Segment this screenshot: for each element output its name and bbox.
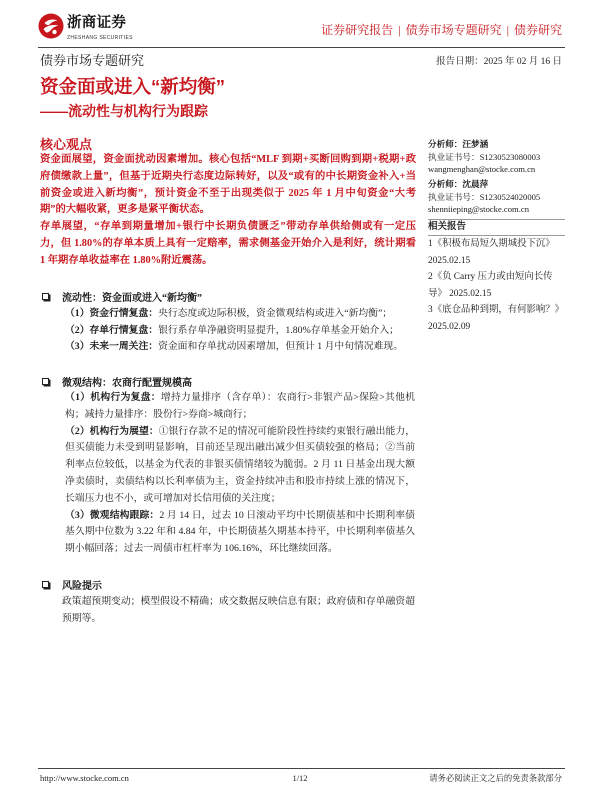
core-view-paragraphs [40,152,416,270]
liquidity-list [65,306,415,356]
logo-name-cn: 浙商证券 [67,15,127,31]
section-heading-liquidity [40,288,202,304]
item-text: 增持力量排序（含存单）：农商行>非银产品>保险>其他机构；减持力量排序：股份行>券商>城商行； [65,392,415,420]
footer-divider [38,768,565,769]
item-label: （2）机构行为展望： [65,425,159,437]
report-title[interactable]: 《负 Carry 压力或由短向长传导》 [428,272,553,299]
item-text: 资金面和存单扰动因素增加，但预计 1 月中旬情况难现。 [158,341,403,352]
report-date: 2025.02.15 [449,288,492,299]
footer-disclaimer: 请务必阅读正文之后的免责条款部分 [429,774,562,783]
section-title: 微观结构：农商行配置规模高 [62,377,192,389]
cert-number: S1230524020005 [479,191,541,202]
report-number: 2 [428,272,433,283]
report-date-label: 报告日期： [436,57,484,67]
analyst-name: 沈晨萍 [462,179,489,189]
analyst-email[interactable]: wangmenghan@stocke.com.cn [428,164,536,174]
related-reports-heading: 相关报告 [428,222,467,232]
item-text: 2 月 14 日，过去 10 日滚动平均中长期债基和中长期利率债基久期中位数为 3.22 年和 4.84 年，中长期债基久期基本持平，中长期利率债基久期小幅回落；过去一周债市杠杆率为 106.16%，环比继续回落。 [65,509,415,555]
analyst-email[interactable]: shenniieping@stocke.com.cn [428,204,529,214]
page-subtitle: ——流动性与机构行为跟踪 [40,103,208,119]
checkbox-bullet-icon [42,293,49,300]
report-series: 债券市场专题研究 [40,53,145,68]
item-label: （1）资金行情复盘： [65,308,159,319]
analyst-name-line [428,138,565,151]
cert-number: S1230523080003 [479,151,541,162]
list-item [65,508,415,558]
report-number: 3 [428,305,433,316]
related-report-item[interactable] [428,236,565,269]
checkbox-bullet-icon [42,581,49,588]
analyst-card [428,178,565,216]
footer-website-link[interactable]: http://www.stocke.com.cn [40,773,129,783]
header-divider [38,47,565,48]
sidebar-divider [428,219,565,220]
risk-warning-text: 政策超预期变动；模型假设不精确；成交数据反映信息有限；政府债和存单融资超预期等。 [62,596,415,624]
report-category-breadcrumb [321,23,562,37]
list-item [65,323,415,340]
cert-label: 执业证书号： [428,191,480,202]
analyst-name-line [428,178,565,191]
category-separator: | [398,23,401,37]
core-view-paragraph: 资金面展望，资金面扰动因素增加。核心包括“MLF 到期+买断回购到期+税期+政府债缴款上量”，但基于近期央行态度边际转好，以及“或有的中长期资金补入+当前资金或进入新均衡”，预计资金不至于出现类似于 2025 年 1 月中旬资金“大考期”的大幅收紧，更多是紧平衡状态。 [40,154,416,216]
section-title: 风险提示 [62,580,102,592]
report-date: 2025.02.09 [428,321,471,332]
analyst-role: 分析师： [428,139,463,149]
logo-name-en: ZHESHANG SECURITIES [67,35,133,41]
analyst-name: 汪梦涵 [462,139,489,149]
section-heading-micro-structure [40,373,192,389]
category-item: 证券研究报告 [321,23,394,37]
item-label: （3）微观结构跟踪： [65,509,160,521]
item-text: 央行态度或边际积极，资金微观结构或进入“新均衡”； [158,308,393,319]
core-view-heading: 核心观点 [40,137,93,152]
related-report-item[interactable] [428,269,565,302]
checkbox-bullet-icon [42,378,49,385]
item-label: （1）机构行为复盘： [65,392,161,403]
list-item [65,306,415,323]
related-report-item[interactable] [428,302,565,335]
analyst-role: 分析师： [428,179,463,189]
list-item [65,424,415,508]
page-title: 资金面或进入“新均衡” [40,76,226,97]
category-item: 债券研究 [513,23,562,37]
section-title: 流动性：资金面或进入“新均衡” [62,292,202,304]
zheshang-logo-icon [38,13,64,39]
analyst-cert-line [428,191,565,204]
analyst-card [428,138,565,176]
item-text: ①银行存款不足的情况可能阶段性持续约束银行融出能力，但买债能力未受到明显影响，目前还呈现出融出减少但买债较强的格局；②当前利率点位较低，以基金为代表的非银买债情绪较为脆弱。2 月 11 日基金出现大额净卖债时，卖债结构以长利率债为主，资金持续冲击和股市持续上涨的情况下，长端压力也不小，或可增加对长信用债的关注度； [65,425,415,504]
report-date-value: 2025 年 02 月 16 日 [483,57,562,67]
report-title[interactable]: 《底仓品种到期，有何影响？》 [432,305,564,316]
micro-structure-list [65,390,415,558]
page-number: 1/12 [292,773,308,783]
cert-label: 执业证书号： [428,151,480,162]
item-label: （3）未来一周关注： [65,341,159,352]
category-item: 债券市场专题研究 [405,23,502,37]
core-view-paragraph: 存单展望，“存单到期量增加+银行中长期负债匮乏”带动存单供给侧或有一定压力，但 1.80%的存单本质上具有一定赔率，需求侧基金开始介入是利好，统计期看 1 年期存单收益率在 1.80%附近震荡。 [40,221,416,266]
list-item [65,390,415,424]
report-date [436,56,562,68]
report-title[interactable]: 《积极布局短久期城投下沉》 [432,239,555,249]
section-heading-risk [40,576,102,592]
report-date: 2025.02.15 [428,255,471,266]
list-item [65,339,415,356]
item-label: （2）存单行情复盘： [65,324,159,336]
report-number: 1 [428,239,433,249]
related-reports-list [428,236,565,336]
analyst-cert-line [428,151,565,164]
category-separator: | [506,23,509,37]
item-text: 银行系存单净融资明显提升，1.80%存单基金开始介入； [158,324,399,336]
